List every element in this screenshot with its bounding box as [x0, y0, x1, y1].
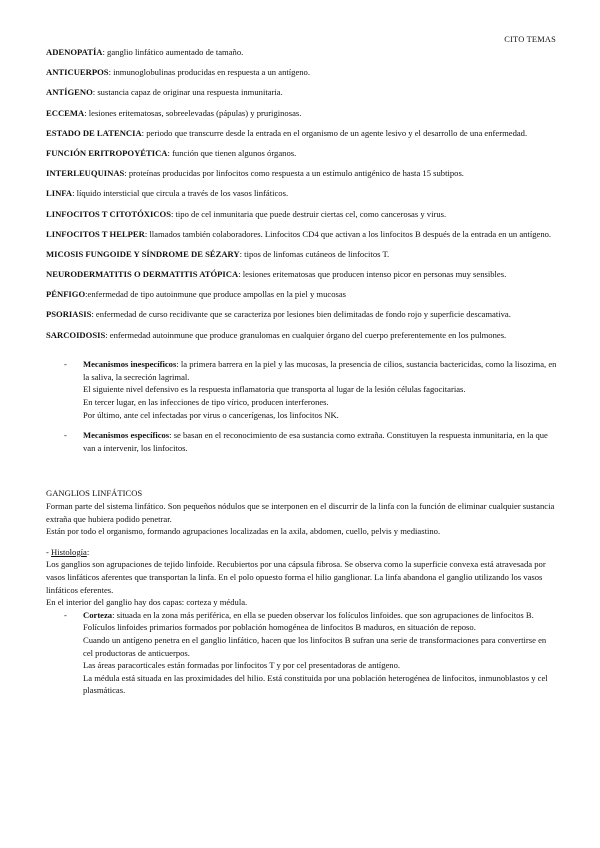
- glossary-entry: [46, 66, 558, 79]
- glossary-definition: : llamados también colaboradores. Linfocitos CD4 que activan a los linfocitos B después de la entrada en un antígeno.: [144, 228, 552, 239]
- cortex-item: [46, 609, 558, 697]
- glossary-entry: [46, 308, 558, 321]
- glossary-term: LINFOCITOS T CITOTÓXICOS: [46, 208, 171, 219]
- glossary-entry: [46, 187, 558, 200]
- glossary-definition: : periodo que transcurre desde la entrada en el organismo de un agente lesivo y el desarrollo de una enfermedad.: [141, 127, 528, 138]
- glossary-definition: : enfermedad de curso recidivante que se caracteriza por lesiones bien delimitadas de fondo rojo y superficie descamativa.: [91, 309, 511, 320]
- mechanism-text: El siguiente nivel defensivo es la respuesta inflamatoria que transporta al lugar de la lesión células fagocitarias.: [83, 384, 466, 395]
- glossary-term: ESTADO DE LATENCIA: [46, 127, 142, 138]
- mechanism-text: : la primera barrera en la piel y las mucosas, la presencia de cilios, sustancia bactericidas, como la lisozima, en la saliva, la secreción lagrimal.: [83, 359, 557, 382]
- glossary-definition: : ganglio linfático aumentado de tamaño.: [102, 47, 244, 57]
- glossary-term: INTERLEUQUINAS: [46, 168, 125, 179]
- glossary-term: MICOSIS FUNGOIDE Y SÍNDROME DE SÉZARY: [46, 248, 240, 259]
- ganglios-section: [46, 487, 558, 697]
- cortex-text: Folículos linfoides primarios formados por población homogénea de linfocitos B maduros, en situación de reposo.: [83, 622, 476, 633]
- mechanism-text: : se basan en el reconocimiento de esa sustancia como extraña. Constituyen la respuesta inmunitaria, en la que van a intervenir, los linfocitos.: [83, 430, 548, 453]
- intro-paragraph: Forman parte del sistema linfático. Son pequeños nódulos que se interponen en el discurrir de la linfa con la función de eliminar cualquier sustancia extraña que hubiera podido penetrar.: [46, 500, 555, 524]
- glossary-entry: [46, 208, 558, 221]
- cortex-text: Cuando un antígeno penetra en el ganglio linfático, hacen que los linfocitos B sufran una serie de transformaciones para convertirse en cel productoras de anticuerpos.: [83, 634, 547, 658]
- mechanism-text: En tercer lugar, en las infecciones de tipo vírico, producen interferones.: [83, 397, 329, 407]
- glossary-term: ANTÍGENO: [46, 87, 93, 98]
- glossary-definition: : líquido intersticial que circula a través de los vasos linfáticos.: [72, 188, 289, 199]
- histologia-paragraph: Los ganglios son agrupaciones de tejido linfoide. Recubiertos por una cápsula fibrosa. Se observa como la superficie convexa está atravesada por vasos linfáticos aferentes que transportan la linfa. En el polo opuesto forma el hilio ganglionar. La linfa abandona el ganglio utilizando los vasos linfáticos eferentes.: [46, 559, 546, 595]
- cortex-text: La médula está situada en las proximidades del hilio. Está constituida por una población heterogénea de linfocitos, inmunoblastos y cel plasmáticas.: [83, 672, 548, 696]
- glossary-term: ECCEMA: [46, 107, 85, 118]
- glossary-definition: : lesiones eritematosas, sobreelevadas (pápulas) y pruriginosas.: [84, 107, 302, 118]
- glossary-definition: : función que tienen algunos órganos.: [167, 147, 297, 158]
- mechanism-item: [46, 358, 558, 421]
- glossary-term: FUNCIÓN ERITROPOYÉTICA: [46, 147, 168, 158]
- glossary-entry: [46, 167, 558, 180]
- glossary-definition: : enfermedad autoinmune que produce granulomas en cualquier órgano del cuerpo preferentemente en los pulmones.: [105, 329, 507, 340]
- glossary-term: NEURODERMATITIS O DERMATITIS ATÓPICA: [46, 269, 239, 280]
- glossary-entry: [46, 127, 558, 140]
- bullet-dash: -: [64, 430, 67, 441]
- glossary-definition: : sustancia capaz de originar una respuesta inmunitaria.: [92, 87, 283, 98]
- glossary-entry: [46, 86, 558, 99]
- cortex-text: : situada en la zona más periférica, en ella se pueden observar los folículos linfoides. que son agrupaciones de linfocitos B.: [112, 609, 534, 620]
- glossary-entry: [46, 46, 558, 59]
- bullet-dash: -: [64, 359, 67, 370]
- histologia-heading: - Histología:: [46, 546, 90, 557]
- glossary-definition: : lesiones eritematosas que producen intenso picor en personas muy sensibles.: [238, 269, 507, 280]
- glossary-entry: [46, 288, 558, 301]
- glossary-definition: : proteínas producidas por linfocitos como respuesta a un estímulo antigénico de hasta 15 subtipos.: [124, 168, 464, 179]
- document-body: [46, 46, 558, 697]
- mechanisms-list: [46, 358, 558, 454]
- glossary-definition: : inmunoglobulinas producidas en respuesta a un antígeno.: [108, 67, 310, 78]
- histologia-label: Histología: [51, 546, 87, 557]
- glossary-entry: [46, 147, 558, 160]
- cortex-term: Corteza: [83, 609, 113, 620]
- glossary-term: PÉNFIGO: [46, 289, 86, 300]
- glossary-entry: [46, 228, 558, 241]
- intro-paragraph: Están por todo el organismo, formando agrupaciones localizadas en la axila, abdomen, cuello, pelvis y mediastino.: [46, 526, 441, 537]
- glossary-entry: [46, 329, 558, 342]
- bullet-dash: -: [64, 609, 67, 620]
- glossary-entry: [46, 268, 558, 281]
- glossary-definition: :enfermedad de tipo autoinmune que produce ampollas en la piel y mucosas: [85, 289, 346, 300]
- glossary-term: LINFA: [46, 188, 73, 199]
- section-title: GANGLIOS LINFÁTICOS: [46, 488, 143, 499]
- mechanism-term: Mecanismos inespecíficos: [83, 359, 177, 370]
- glossary-entry: [46, 107, 558, 120]
- glossary-entry: [46, 248, 558, 261]
- glossary-term: ANTICUERPOS: [46, 67, 109, 78]
- glossary-definition: : tipo de cel inmunitaria que puede destruir ciertas cel, como cancerosas y virus.: [170, 208, 447, 219]
- page-header-label: CITO TEMAS: [504, 35, 556, 44]
- histologia-paragraph: En el interior del ganglio hay dos capas: corteza y médula.: [46, 597, 248, 608]
- glossary-term: LINFOCITOS T HELPER: [46, 228, 145, 239]
- glossary-term: PSORIASIS: [46, 309, 92, 320]
- mechanism-term: Mecanismos específicos: [83, 430, 170, 441]
- glossary: [46, 46, 558, 341]
- glossary-definition: : tipos de linfomas cutáneos de linfocitos T.: [239, 248, 390, 259]
- glossary-term: ADENOPATÍA: [46, 47, 103, 57]
- mechanism-item: [46, 429, 558, 454]
- glossary-term: SARCOIDOSIS: [46, 329, 106, 340]
- cortex-text: Las áreas paracorticales están formadas por linfocitos T y por cel presentadoras de antígeno.: [83, 660, 401, 671]
- mechanism-text: Por último, ante cel infectadas por virus o cancerígenas, los linfocitos NK.: [83, 409, 339, 420]
